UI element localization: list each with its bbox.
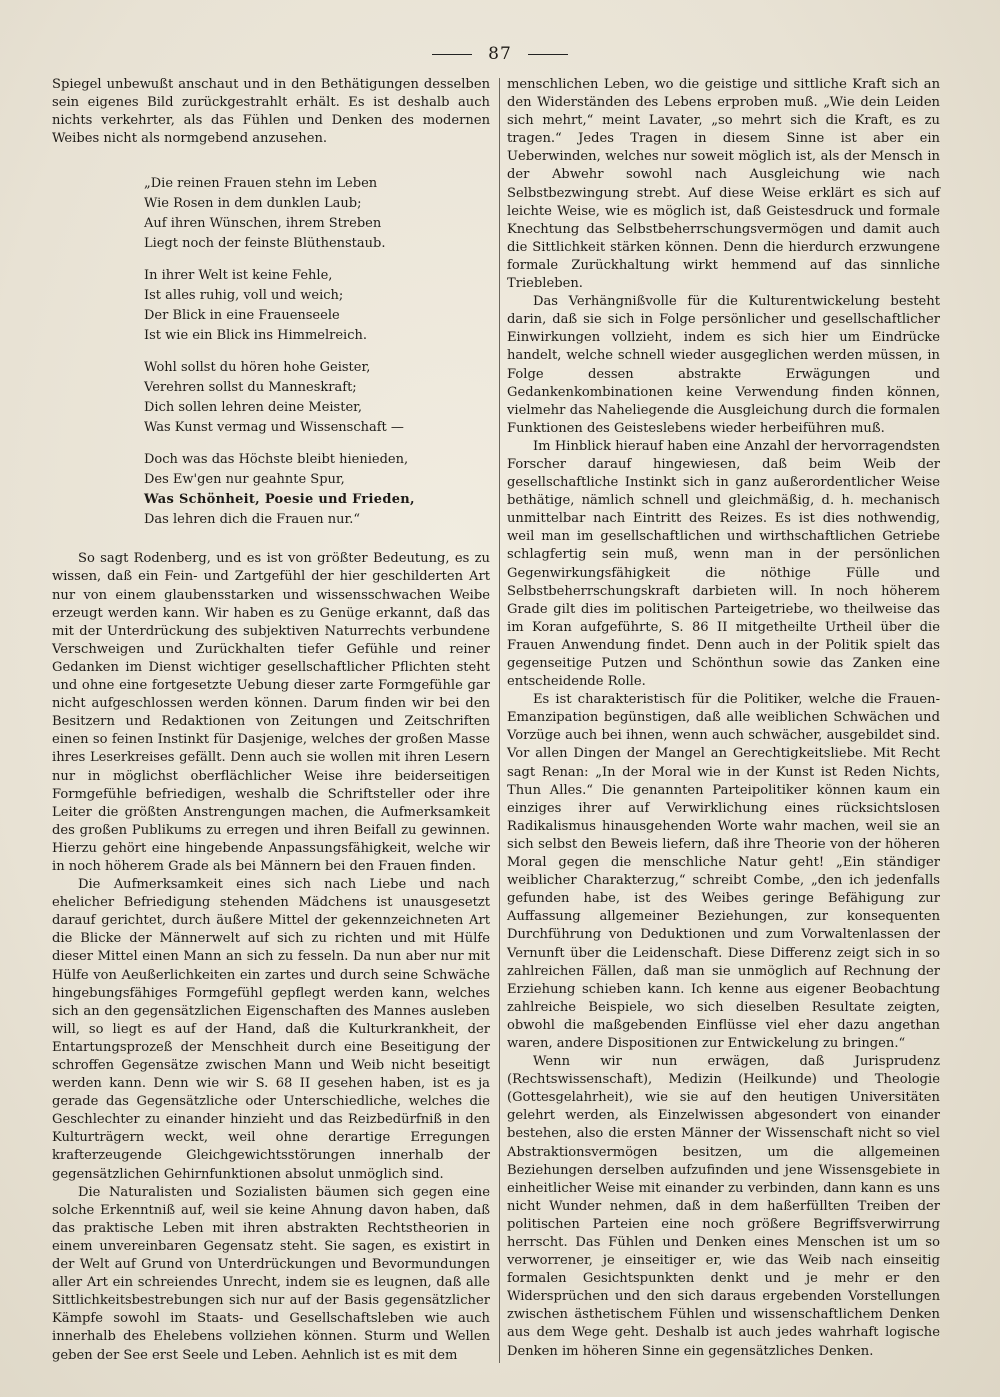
poem-line: In ihrer Welt ist keine Fehle,	[144, 268, 333, 284]
poem-line: Das lehren dich die Frauen nur.“	[144, 512, 361, 528]
poem-block	[144, 174, 490, 530]
poem-line: Doch was das Höchste bleibt hienieden,	[144, 452, 409, 468]
body-paragraph: Die Aufmerksamkeit eines sich nach Liebe und nach ehelicher Befriedigung stehenden Mädchens ist unausgesetzt darauf gerichtet, durch äußere Mittel der gekennzeichneten Art die Blicke der Männerwelt auf sich zu richten und mit Hülfe dieser Mittel einen Mann an sich zu fesseln. Da nun aber nur mit Hülfe von Aeußerlichkeiten ein zartes und durch seine Schwäche hingebungsfähiges Formgefühl gepflegt werden kann, welches sich an den gegensätzlichen Eigenschaften des Mannes ausleben will, so liegt es auf der Hand, daß die Kulturkrankheit, der Entartungsprozeß der Menschheit durch eine Beseitigung der schroffen Gegensätze zwischen Mann und Weib nicht beseitigt werden kann. Denn wie wir S. 68 II gesehen haben, ist es ja gerade das Gegensätzliche oder Unterschiedliche, welches die Geschlechter zu einander hinzieht und das Reizbedürfniß in den Kulturträgern weckt, weil ohne derartige Erregungen krafterzeugende Gleichgewichtsstörungen innerhalb der gegensätzlichen Gehirnfunktionen absolut unmöglich sind.	[52, 877, 490, 1182]
poem-line: Der Blick in eine Frauenseele	[144, 308, 340, 324]
body-paragraph: Es ist charakteristisch für die Politiker, welche die Frauen-Emanzipation begünstigen, daß alle weiblichen Schwächen und Vorzüge auch bei ihnen, wenn auch schwächer, ausgebildet sind. Vor allen Dingen der Mangel an Gerechtigkeitsliebe. Mit Recht sagt Renan: „In der Moral wie in der Kunst ist Reden Nichts, Thun Alles.“ Die genannten Parteipolitiker können kaum ein einziges ihrer auf Verwirklichung eines rücksichtslosen Radikalismus hinausgehenden Worte wahr machen, weil sie an sich selbst den Beweis liefern, daß ihre Theorie von der höheren Moral gegen die menschliche Natur geht! „Ein ständiger weiblicher Charakterzug,“ schreibt Combe, „den ich jedenfalls gefunden habe, ist des Weibes geringe Befähigung zur Auffassung allgemeiner Beziehungen, zur konsequenten Durchführung von Deduktionen und zum Vorwaltenlassen der Vernunft über die Leidenschaft. Diese Differenz zeigt sich in so zahlreichen Fällen, daß man sie unmöglich auf Rechnung der Erziehung schieben kann. Ich kenne aus eigener Beobachtung zahlreiche Beispiele, wo sich dieselben Resultate zeigten, obwohl die maßgebenden Einflüsse viel eher dazu angethan waren, andere Dispositionen zur Entwickelung zu bringen.“	[507, 692, 940, 1051]
poem-line: Dich sollen lehren deine Meister,	[144, 400, 363, 416]
body-paragraph: Wenn wir nun erwägen, daß Jurisprudenz (Rechtswissenschaft), Medizin (Heilkunde) und Theologie (Gottesgelahrheit), wie sie auf den heutigen Universitäten gelehrt werden, als Einzelwissen abgesondert von einander bestehen, also die ersten Männer der Wissenschaft nicht so viel Abstraktionsvermögen besitzen, um die allgemeinen Beziehungen derselben aufzufinden und jene Wissensgebiete in einheitlicher Weise mit einander zu verbinden, dann kann es uns nicht Wunder nehmen, daß in dem haßerfüllten Treiben der politischen Parteien eine noch größere Begriffsverwirrung herrscht. Das Fühlen und Denken eines Menschen ist um so verworrener, je einseitiger er, wie das Weib nach einseitig formalen Gesichtspunkten denkt und je mehr er den Widersprüchen und den sich daraus ergebenden Vorstellungen zwischen ästhetischem Fühlen und wissenschaftlichem Denken aus dem Wege geht. Deshalb ist auch jedes wahrhaft logische Denken im höheren Sinne ein gegensätzliches Denken.	[507, 1054, 940, 1359]
poem-stanza	[144, 358, 490, 438]
poem-line: Was Kunst vermag und Wissenschaft —	[144, 420, 404, 436]
poem-line: Verehren sollst du Manneskraft;	[144, 380, 357, 396]
poem-line: Ist wie ein Blick ins Himmelreich.	[144, 328, 367, 344]
poem-stanza	[144, 450, 490, 530]
left-column	[52, 76, 490, 1365]
poem-stanza	[144, 266, 490, 346]
body-paragraph: Im Hinblick hierauf haben eine Anzahl der hervorragendsten Forscher darauf hingewiesen, daß beim Weib der gesellschaftliche Instinkt sich in ganz außerordentlicher Weise bethätige, nämlich schnell und gleichmäßig, d. h. mechanisch unmittelbar nach Eintritt des Reizes. Es ist dies nothwendig, weil man im gesellschaftlichen und wirthschaftlichen Getriebe schlagfertig sein muß, wenn man in der persönlichen Gegenwirkungsfähigkeit die nöthige Fülle und Selbstbeherrschungskraft darbieten will. In noch höherem Grade gilt dies im politischen Parteigetriebe, wo theilweise das im Koran aufgeführte, S. 86 II mitgetheilte Urtheil über die Frauen Anwendung findet. Denn auch in der Politik spielt das gegenseitige Putzen und Schönthun sowie das Zanken eine entscheidende Rolle.	[507, 438, 940, 690]
poem-stanza	[144, 174, 490, 254]
left-opening-paragraph: Spiegel unbewußt anschaut und in den Bethätigungen desselben sein eigenes Bild zurückgestrahlt erhält. Es ist deshalb auch nichts verkehrter, als das Fühlen und Denken des modernen Weibes nicht als normgebend anzusehen.	[52, 77, 490, 147]
poem-line: Ist alles ruhig, voll und weich;	[144, 288, 344, 304]
poem-line: „Die reinen Frauen stehn im Leben	[144, 176, 378, 192]
right-column	[507, 76, 940, 1361]
right-opening-paragraph: menschlichen Leben, wo die geistige und sittliche Kraft sich an den Widerständen des Lebens erproben muß. „Wie dein Leiden sich mehrt,“ meint Lavater, „so mehrt sich die Kraft, es zu tragen.“ Jedes Tragen in diesem Sinne ist aber ein Ueberwinden, welches nur soweit möglich ist, als der Mensch in der Abwehr sowohl nach Ausgleichung wie nach Selbstbezwingung strebt. Auf diese Weise erklärt es sich auf leichte Weise, wie es möglich ist, daß Geistesdruck und formale Knechtung das Selbstbeherrschungsvermögen und damit auch die Sittlichkeit stärken können. Denn die hierdurch erzwungene formale Zurückhaltung wirkt hemmend auf das sinnliche Triebleben.	[507, 77, 940, 292]
page-header	[0, 44, 1000, 64]
poem-line: Wie Rosen in dem dunklen Laub;	[144, 196, 362, 212]
header-rule-left	[432, 54, 472, 55]
poem-line-emphasis: Was Schönheit, Poesie und Frieden,	[144, 492, 415, 508]
column-divider	[499, 78, 500, 1363]
poem-line: Liegt noch der feinste Blüthenstaub.	[144, 236, 386, 252]
poem-line: Auf ihren Wünschen, ihrem Streben	[144, 216, 382, 232]
poem-line: Wohl sollst du hören hohe Geister,	[144, 360, 371, 376]
body-paragraph: Das Verhängnißvolle für die Kulturentwickelung besteht darin, daß sie sich in Folge persönlicher und gesellschaftlicher Einwirkungen vollzieht, indem es sich hier um Eindrücke handelt, welche schnell wieder ausgeglichen werden müssen, in Folge dessen abstrakte Erwägungen und Gedankenkombinationen keine Verwendung finden können, vielmehr das Naheliegende die Ausgleichung durch die formalen Funktionen des Geisteslebens wieder herbeiführen muß.	[507, 294, 940, 436]
body-paragraph: Die Naturalisten und Sozialisten bäumen sich gegen eine solche Erkenntniß auf, weil sie keine Ahnung davon haben, daß das praktische Leben mit ihren abstrakten Rechtstheorien in einem unvereinbaren Gegensatz steht. Sie sagen, es existirt in der Welt auf Grund von Unterdrückungen und Bevormundungen aller Art ein schreiendes Unrecht, indem sie es leugnen, daß alle Sittlichkeitsbestrebungen sich nur auf der Basis gegensätzlicher Kämpfe sowohl im Staats- und Gesellschaftsleben wie auch innerhalb des Ehelebens vollziehen können. Sturm und Wellen geben der See erst Seele und Leben. Aehnlich ist es mit dem	[52, 1184, 490, 1363]
header-rule-right	[528, 54, 568, 55]
page-number: 87	[488, 44, 512, 64]
poem-line: Des Ew'gen nur geahnte Spur,	[144, 472, 345, 488]
body-paragraph: So sagt Rodenberg, und es ist von größter Bedeutung, es zu wissen, daß ein Fein- und Zartgefühl der hier geschilderten Art nur von einem glaubensstarken und wissensschwachen Weibe erzeugt werden kann. Wir haben es zu Genüge erkannt, daß das mit der Unterdrückung des subjektiven Naturrechts verbundene Verschweigen und Zurückhalten tiefer Gefühle und reiner Gedanken im Dienst wichtiger gesellschaftlicher Pflichten steht und ohne eine fortgesetzte Uebung dieser zarte Formgefühle gar nicht aufgeschlossen werden können. Darum finden wir bei den Besitzern und Redaktionen von Zeitungen und Zeitschriften einen so feinen Instinkt für Dasjenige, welches der großen Masse ihres Leserkreises gefällt. Denn auch sie wollen mit ihren Lesern nur in möglichst oberflächlicher Weise ihre beiderseitigen Formgefühle befriedigen, weshalb die Schriftsteller oder ihre Leiter die größten Anstrengungen machen, die Aufmerksamkeit des großen Publikums zu erregen und ihren Beifall zu gewinnen. Hierzu gehört eine hingebende Anpassungsfähigkeit, welche wir in noch höherem Grade als bei Männern bei den Frauen finden.	[52, 551, 490, 874]
